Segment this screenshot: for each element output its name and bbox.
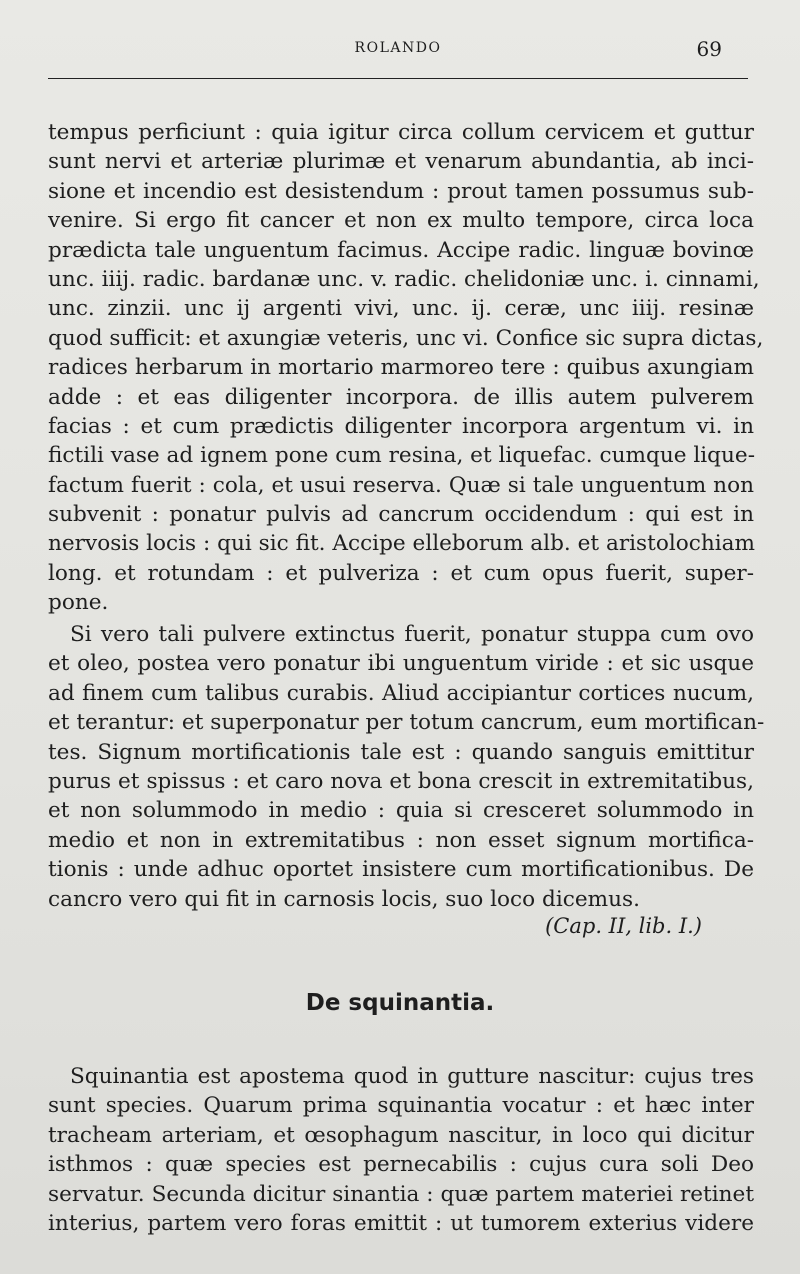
text-line: pone. xyxy=(48,590,109,616)
text-line: et terantur: et superponatur per totum cancrum, eum mortifican- xyxy=(48,710,765,736)
text-line: subvenit : ponatur pulvis ad cancrum occidendum : qui est in xyxy=(48,502,754,528)
text-line: tes. Signum mortificationis tale est : quando sanguis emittitur xyxy=(48,739,754,765)
citation: (Cap. II, lib. I.) xyxy=(545,914,702,938)
text-line: Squinantia est apostema quod in gutture nascitur: cujus tres xyxy=(70,1064,754,1089)
text-line: facias : et cum prædictis diligenter incorpora argentum vi. in xyxy=(48,413,754,439)
text-line: unc. zinzii. unc ij argenti vivi, unc. ij. ceræ, unc iiij. resinæ xyxy=(48,296,754,322)
text-line: tionis : unde adhuc oportet insistere cum mortificationibus. De xyxy=(48,857,754,883)
text-line: venire. Si ergo fit cancer et non ex multo tempore, circa loca xyxy=(48,208,754,234)
text-line: interius, partem vero foras emittit : ut tumorem exterius videre xyxy=(48,1210,754,1236)
text-line: long. et rotundam : et pulveriza : et cum opus fuerit, super- xyxy=(48,560,754,586)
text-line: tempus perficiunt : quia igitur circa collum cervicem et guttur xyxy=(48,120,754,145)
text-line: Si vero tali pulvere extinctus fuerit, ponatur stuppa cum ovo xyxy=(70,622,754,647)
text-line: factum fuerit : cola, et usui reserva. Quæ si tale unguentum non xyxy=(48,472,754,498)
text-line: prædicta tale unguentum facimus. Accipe radic. linguæ bovinœ xyxy=(48,237,754,263)
text-line: sione et incendio est desistendum : prout tamen possumus sub- xyxy=(48,178,754,204)
text-line: fictili vase ad ignem pone cum resina, et liquefac. cumque lique- xyxy=(48,443,755,469)
text-line: tracheam arteriam, et œsophagum nascitur, in loco qui dicitur xyxy=(48,1122,754,1148)
text-line: ad finem cum talibus curabis. Aliud accipiantur cortices nucum, xyxy=(48,680,754,706)
text-line: quod sufficit: et axungiæ veteris, unc vi. Confice sic supra dictas, xyxy=(48,325,764,351)
text-line: adde : et eas diligenter incorpora. de illis autem pulverem xyxy=(48,384,754,410)
header-rule xyxy=(48,78,748,79)
text-line: nervosis locis : qui sic fit. Accipe elleborum alb. et aristolochiam xyxy=(48,531,755,557)
paragraph-1 xyxy=(48,118,764,618)
text-line: isthmos : quæ species est pernecabilis : cujus cura soli Deo xyxy=(48,1152,754,1178)
paragraph-3 xyxy=(48,1062,754,1238)
paragraph-2 xyxy=(48,620,765,914)
text-line: servatur. Secunda dicitur sinantia : quæ partem materiei retinet xyxy=(48,1181,754,1207)
text-line: medio et non in extremitatibus : non esset signum mortifica- xyxy=(48,827,754,853)
text-line: sunt species. Quarum prima squinantia vocatur : et hæc inter xyxy=(48,1093,754,1119)
text-line: et non solummodo in medio : quia si cresceret solummodo in xyxy=(48,798,754,824)
text-line: radices herbarum in mortario marmoreo tere : quibus axungiam xyxy=(48,355,754,381)
text-line: cancro vero qui fit in carnosis locis, suo loco dicemus. xyxy=(48,886,640,912)
text-line: sunt nervi et arteriæ plurimæ et venarum abundantia, ab inci- xyxy=(48,149,754,175)
page-number: 69 xyxy=(696,37,722,61)
text-line: et oleo, postea vero ponatur ibi unguentum viride : et sic usque xyxy=(48,651,754,677)
running-head xyxy=(48,37,748,68)
running-title: ROLANDO xyxy=(354,40,442,56)
text-line: purus et spissus : et caro nova et bona crescit in extremitatibus, xyxy=(48,768,754,794)
section-heading: De squinantia. xyxy=(305,990,495,1016)
text-line: unc. iiij. radic. bardanæ unc. v. radic. chelidoniæ unc. i. cinnami, xyxy=(48,266,760,292)
